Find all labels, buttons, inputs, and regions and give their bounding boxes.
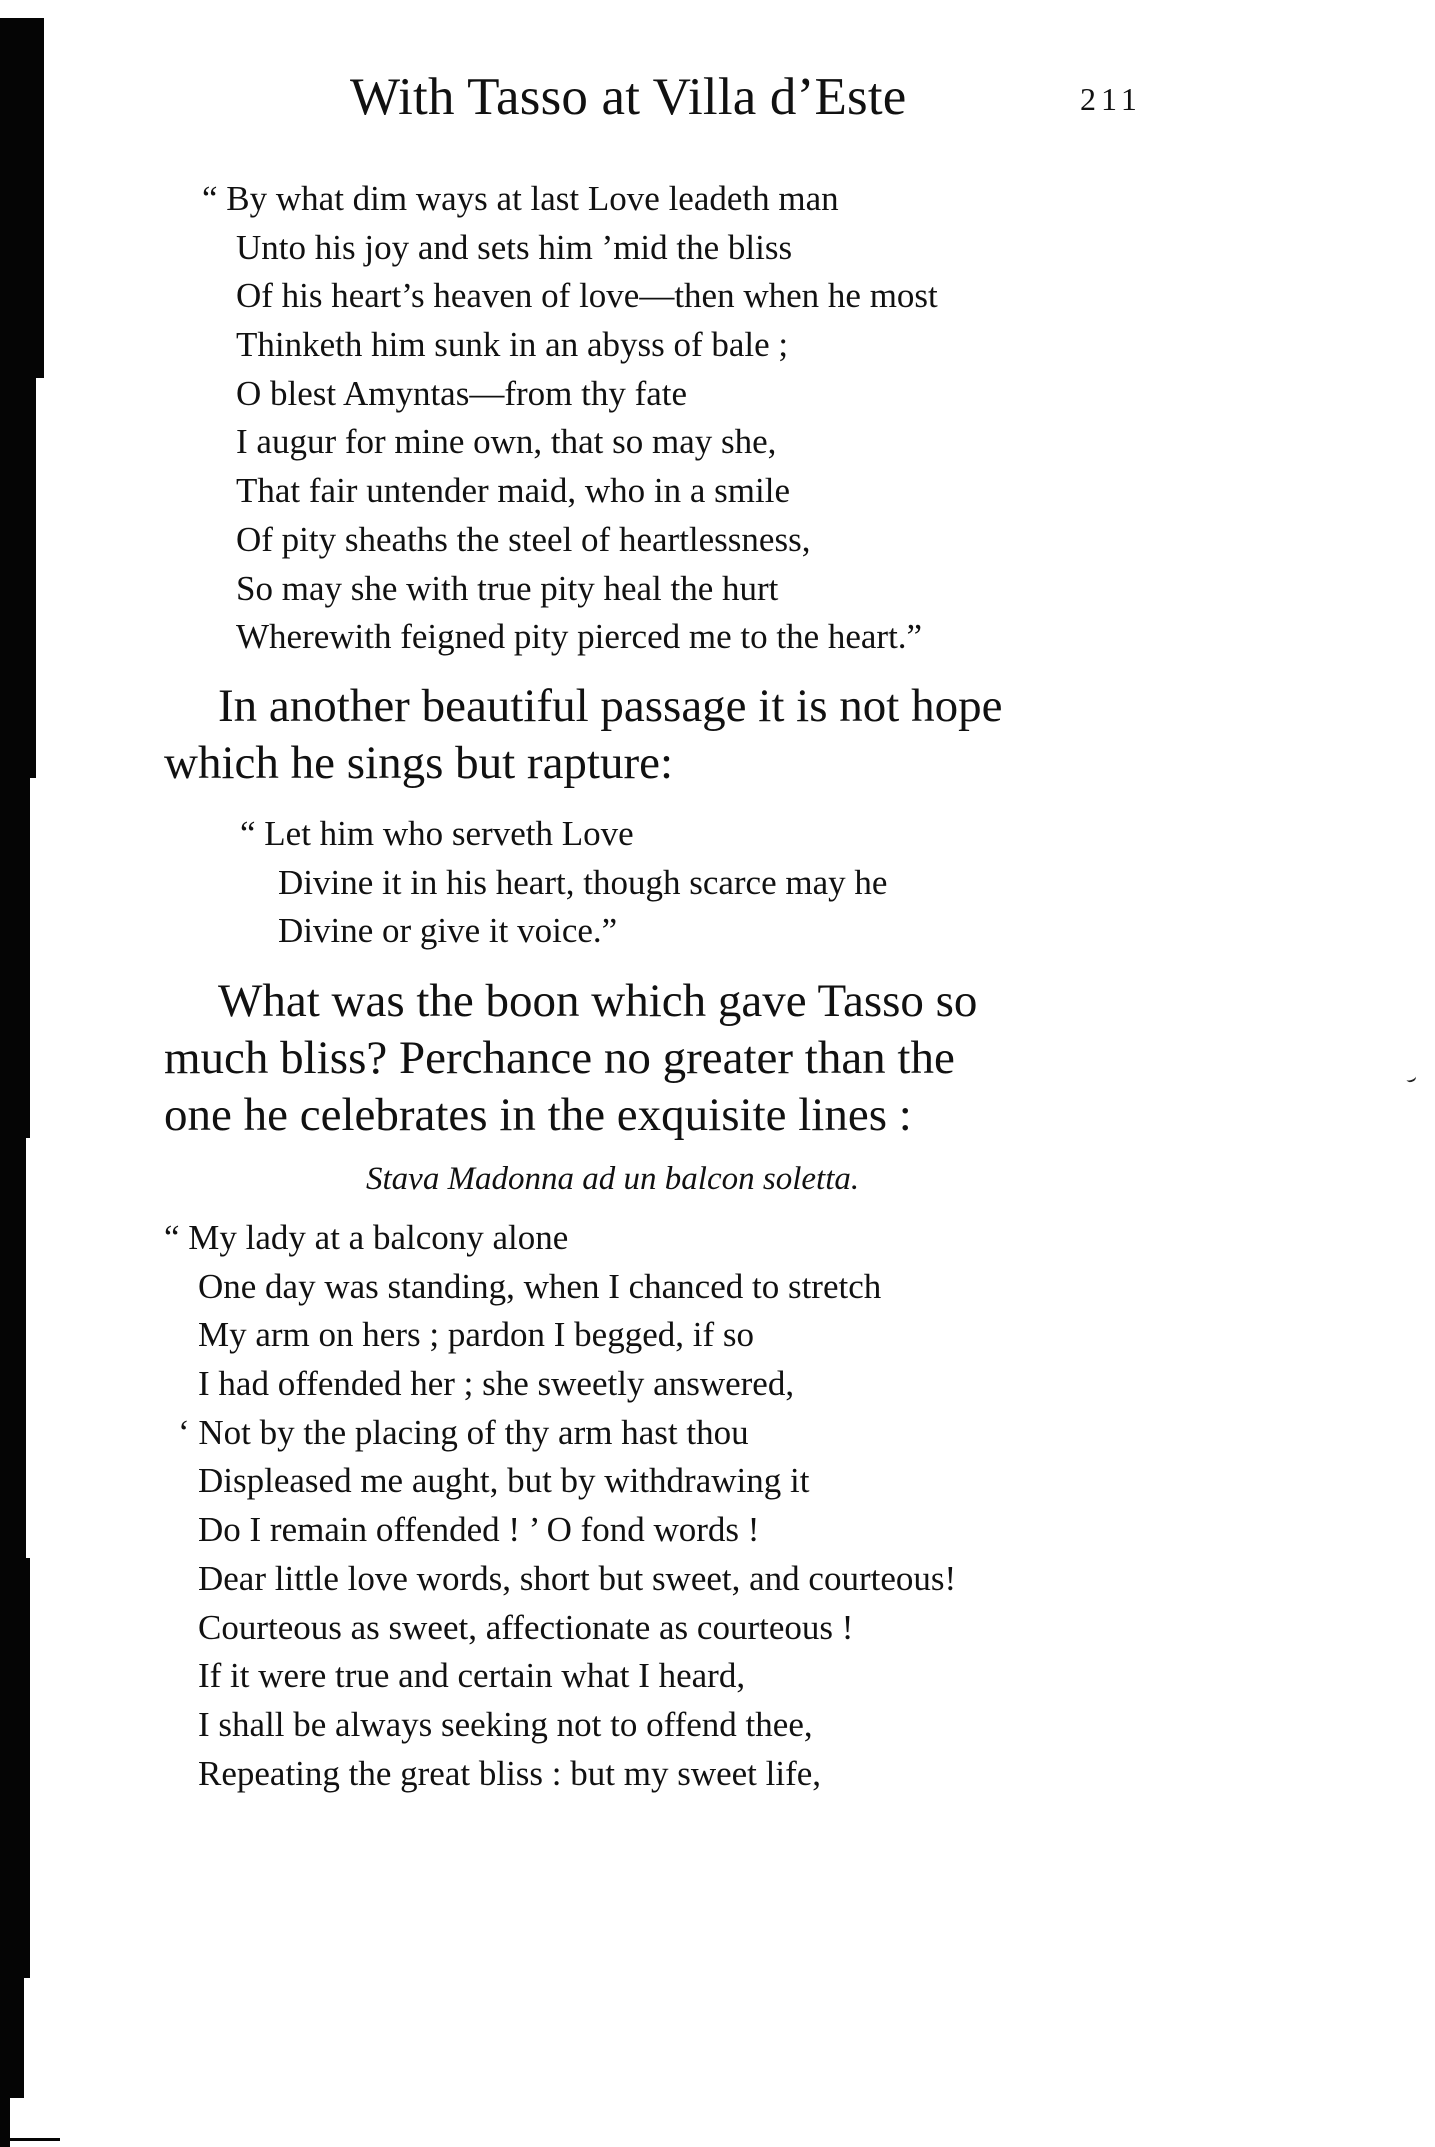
verse-line: Wherewith feigned pity pierced me to the heart.” <box>236 617 923 657</box>
scan-binding-edge <box>0 18 60 2147</box>
verse-line: Displeased me aught, but by withdrawing it <box>198 1461 810 1501</box>
page-number: 211 <box>1080 81 1142 117</box>
verse-line: Do I remain offended ! ’ O fond words ! <box>198 1510 760 1550</box>
edge-segment <box>0 358 36 778</box>
verse-line: Divine or give it voice.” <box>278 911 618 951</box>
prose-paragraph-one <box>164 678 1164 792</box>
running-head-title: With Tasso at Villa d’Este <box>350 68 907 126</box>
verse-line: O blest Amyntas—from thy fate <box>236 373 688 413</box>
edge-segment <box>0 758 30 1138</box>
verse-line: My arm on hers ; pardon I begged, if so <box>198 1315 754 1355</box>
verse-line: ‘ Not by the placing of thy arm hast thou <box>178 1412 749 1452</box>
prose-line: In another beautiful passage it is not hope <box>218 680 1003 732</box>
verse-line: “ My lady at a balcony alone <box>164 1218 569 1257</box>
edge-segment <box>0 1118 26 1578</box>
verse-line: “ By what dim ways at last Love leadeth man <box>202 179 839 218</box>
verse-line: I shall be always seeking not to offend thee, <box>198 1704 813 1744</box>
edge-segment <box>0 1958 24 2098</box>
verse-line: Divine it in his heart, though scarce may he <box>278 862 888 902</box>
prose-line: What was the boon which gave Tasso so <box>218 975 978 1027</box>
verse-line: Of his heart’s heaven of love—then when he most <box>236 276 938 316</box>
poem-title: Stava Madonna ad un balcon soletta. <box>366 1161 860 1197</box>
verse-line: I augur for mine own, that so may she, <box>236 422 777 462</box>
prose-paragraph-two <box>164 973 1164 1144</box>
prose-line: which he sings but rapture: <box>164 737 674 789</box>
verse-line: Repeating the great bliss : but my sweet life, <box>198 1753 822 1793</box>
edge-segment <box>0 1558 30 1978</box>
verse-line: So may she with true pity heal the hurt <box>236 568 779 608</box>
verse-line: That fair untender maid, who in a smile <box>236 471 791 511</box>
verse-line: I had offended her ; she sweetly answered, <box>198 1364 795 1404</box>
prose-line: one he celebrates in the exquisite lines : <box>164 1089 912 1141</box>
verse-line: Courteous as sweet, affectionate as courteous ! <box>198 1607 854 1647</box>
verse-block-three <box>164 1214 956 1798</box>
verse-line: “ Let him who serveth Love <box>240 814 634 853</box>
stray-ink-mark <box>1405 1073 1417 1084</box>
prose-line: much bliss? Perchance no greater than the <box>164 1032 955 1084</box>
verse-line: Dear little love words, short but sweet, and courteous! <box>198 1558 957 1598</box>
verse-line: Unto his joy and sets him ’mid the bliss <box>236 227 793 267</box>
verse-line: One day was standing, when I chanced to stretch <box>198 1266 882 1306</box>
edge-foot-rule <box>0 2138 60 2141</box>
verse-block-one <box>202 175 938 662</box>
verse-block-two <box>240 810 887 956</box>
verse-line: Of pity sheaths the steel of heartlessness, <box>236 519 811 559</box>
verse-line: Thinketh him sunk in an abyss of bale ; <box>236 325 789 365</box>
edge-segment <box>0 18 44 378</box>
verse-line: If it were true and certain what I heard, <box>198 1656 746 1696</box>
